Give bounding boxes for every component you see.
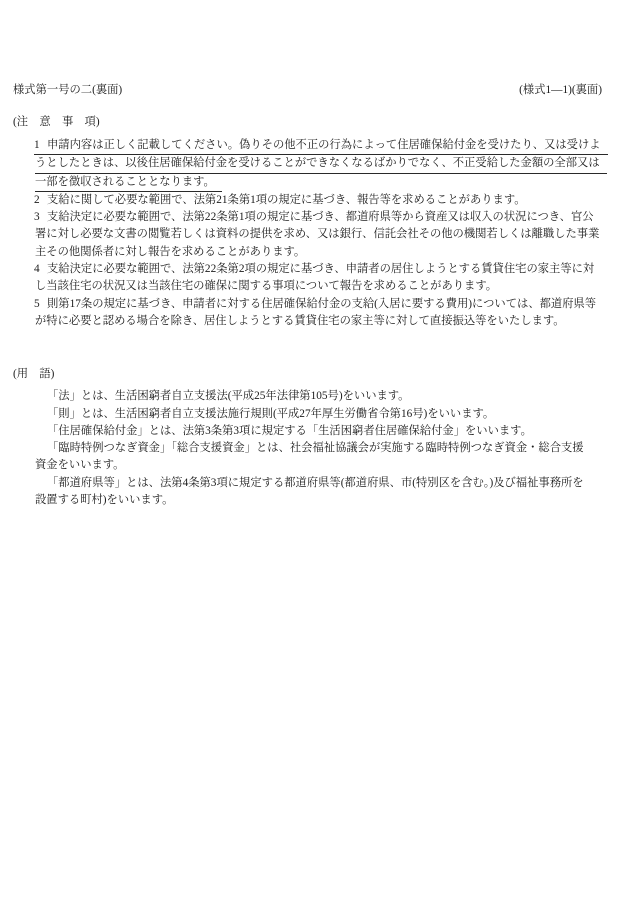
- term-item-funds: [13, 440, 602, 475]
- note-item-2: [13, 192, 602, 209]
- note-line: 署に対し必要な文書の閲覧若しくは資料の提供を求め、又は銀行、信託会社その他の機関若しくは離職した事業: [35, 228, 600, 241]
- note-item-number: 1: [34, 139, 40, 151]
- term-item-benefit: [13, 423, 602, 440]
- terms-list: [13, 388, 602, 509]
- note-item-text: 支給決定に必要な範囲で、法第22条第2項の規定に基づき、申請者の居住しようとする賃貸住宅の家主等に対: [47, 263, 595, 276]
- note-item-number: 2: [34, 193, 40, 206]
- page-header: [13, 82, 602, 98]
- note-item-3: [13, 209, 602, 261]
- note-item-4: [13, 261, 602, 296]
- note-item-text: 支給に関して必要な範囲で、法第21条第1項の規定に基づき、報告等を求めることがあります。: [47, 193, 526, 206]
- note-line: し当該住宅の状況又は当該住宅の確保に関する事項について報告を求めることがあります。: [35, 280, 498, 293]
- term-item-prefecture: [13, 475, 602, 510]
- note-line: [34, 209, 594, 226]
- note-line: うとしたときは、以後住居確保給付金を受けることができなくなるばかりでなく、不正受給した金額の全部又は: [35, 155, 607, 173]
- terms-section-heading: (用 語): [13, 368, 55, 381]
- note-item-5: [13, 296, 602, 331]
- term-line: 「法」とは、生活困窮者自立支援法(平成25年法律第105号)をいいます。: [47, 390, 410, 403]
- form-id-left: 様式第一号の二(裏面): [13, 84, 123, 96]
- note-item-text: 則第17条の規定に基づき、申請者に対する住居確保給付金の支給(入居に要する費用)については、都道府県等: [47, 297, 597, 310]
- note-item-number: 3: [34, 211, 40, 224]
- note-line: [34, 296, 596, 313]
- note-line: [34, 261, 594, 278]
- term-line: 「臨時特例つなぎ資金」「総合支援資金」とは、社会福祉協議会が実施する臨時特例つなぎ資金・総合支援: [47, 442, 584, 455]
- term-line: 資金をいいます。: [35, 459, 125, 472]
- note-line: [34, 137, 608, 155]
- form-id-right: (様式1―1)(裏面): [519, 84, 602, 96]
- term-item-rule: [13, 406, 602, 423]
- term-item-law: [13, 388, 602, 405]
- term-line: 設置する町村)をいいます。: [35, 494, 174, 507]
- note-line: が特に必要と認める場合を除き、居住しようとする賃貸住宅の家主等に対して直接振込等をいたします。: [35, 314, 565, 327]
- note-item-text: 支給決定に必要な範囲で、法第22条第1項の規定に基づき、都道府県等から資産又は収入の状況につき、官公: [47, 211, 594, 224]
- term-line: 「則」とは、生活困窮者自立支援法施行規則(平成27年厚生労働省令第16号)をいいます。: [47, 407, 495, 420]
- note-line: 一部を徴収されることとなります。: [35, 174, 222, 192]
- note-item-text: 申請内容は正しく記載してください。偽りその他不正の行為によって住居確保給付金を受けたり、又は受けよ: [47, 139, 601, 151]
- term-line: 「住居確保給付金」とは、法第3条第3項に規定する「生活困窮者住居確保給付金」をいいます。: [47, 424, 532, 437]
- note-line: 主その他関係者に対し報告を求めることがあります。: [35, 245, 306, 258]
- notes-list: [13, 137, 602, 330]
- note-item-1: [13, 137, 602, 192]
- notes-section-heading: (注 意 事 項): [13, 116, 100, 128]
- note-item-number: 4: [34, 263, 40, 276]
- note-item-number: 5: [34, 297, 40, 310]
- note-line: [34, 192, 526, 209]
- term-line: 「都道府県等」とは、法第4条第3項に規定する都道府県等(都道府県、市(特別区を含む。)及び福祉事務所を: [47, 476, 584, 489]
